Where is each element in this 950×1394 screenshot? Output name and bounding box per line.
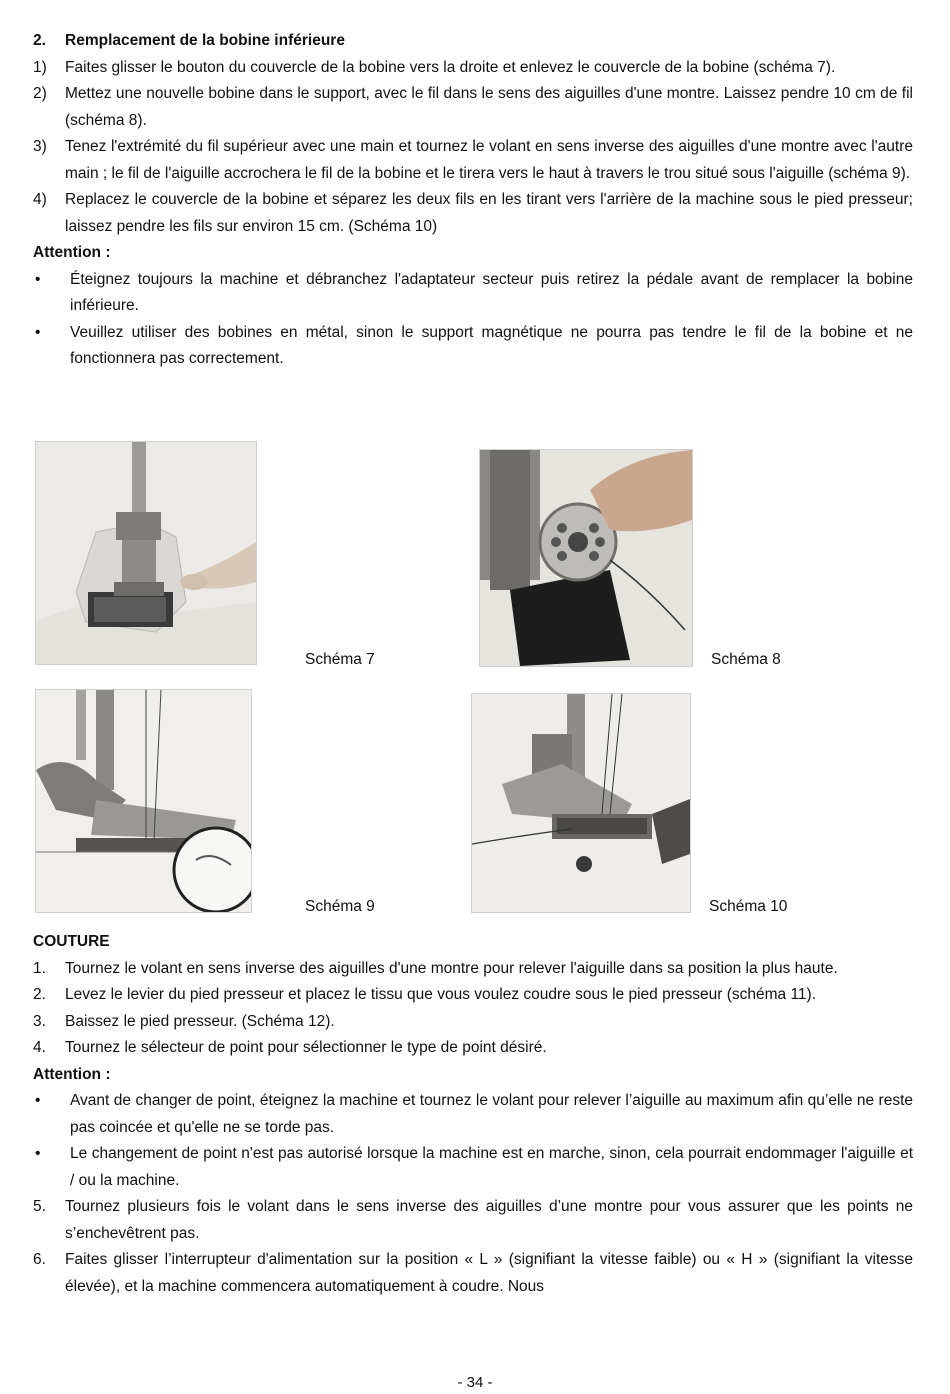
section-bobbin-replacement: [33, 28, 913, 373]
figure-schema-10: [471, 693, 691, 913]
step-number: 2): [33, 85, 47, 102]
bobbin-insert-photo: [480, 450, 692, 666]
attention-label: Attention :: [33, 244, 111, 261]
list-item: [33, 1009, 913, 1036]
section-heading: [33, 28, 913, 55]
section-title: Remplacement de la bobine inférieure: [65, 32, 345, 49]
thread-pull-photo: [36, 690, 251, 912]
step-number: 3.: [33, 1012, 46, 1030]
list-item: [33, 55, 913, 82]
bullet-symbol: •: [35, 323, 41, 341]
list-item: [33, 1247, 913, 1300]
step-text: Levez le levier du pied presseur et placez le tissu que vous voulez coudre sous le pied presseur (schéma 11).: [65, 986, 817, 1003]
step-text: Tournez le volant en sens inverse des aiguilles d'une montre pour relever l'aiguille dans sa position la plus haute.: [65, 959, 838, 977]
section-sewing: [33, 929, 913, 1300]
figure-caption: Schéma 7: [305, 651, 375, 668]
bullet-symbol: •: [35, 270, 41, 288]
step-number: 1): [33, 58, 47, 76]
list-item: [33, 956, 913, 983]
bullet-text: Veuillez utiliser des bobines en métal, sinon le support magnétique ne pourra pas tendre le fil de la bobine et ne fonctionnera pas correctement.: [70, 323, 913, 367]
list-item: [33, 1194, 913, 1247]
step-text: Mettez une nouvelle bobine dans le support, avec le fil dans le sens des aiguilles d'une montre. Laissez pendre 10 cm de fil (schéma 8).: [65, 85, 913, 129]
bullet-text: Éteignez toujours la machine et débranchez l'adaptateur secteur puis retirez la pédale avant de remplacer la bobine inférieure.: [70, 270, 913, 314]
bullet-item: [33, 1088, 913, 1141]
bullet-item: [33, 1141, 913, 1194]
step-number: 6.: [33, 1251, 46, 1268]
bullet-item: [33, 320, 913, 373]
list-item: [33, 982, 913, 1009]
step-number: 4.: [33, 1039, 46, 1056]
bullet-item: [33, 267, 913, 320]
step-number: 2.: [33, 986, 46, 1003]
page-number: - 34 -: [457, 1374, 493, 1391]
list-item: [33, 1035, 913, 1062]
figure-schema-9: [35, 689, 252, 913]
step-text: Baissez le pied presseur. (Schéma 12).: [65, 1012, 335, 1030]
step-number: 1.: [33, 959, 46, 977]
step-text: Faites glisser l’interrupteur d'alimentation sur la position « L » (signifiant la vitesse faible) ou « H » (signifiant la vitesse élevée), et la machine commencera automatiquement à coudre. Nous: [65, 1251, 913, 1295]
step-text: Tournez plusieurs fois le volant dans le sens inverse des aiguilles d’une montre pour vous assurer que les points ne s’enchevêtrent pas.: [65, 1198, 913, 1242]
attention-label: Attention :: [33, 1065, 111, 1083]
step-number: 3): [33, 138, 47, 155]
step-text: Tenez l'extrémité du fil supérieur avec une main et tournez le volant en sens inverse des aiguilles d'une montre avec l'autre main ; le fil de l'aiguille accrochera le fil de la bobine et le tirera vers le haut à travers le trou situé sous l'aiguille (schéma 9).: [65, 138, 913, 182]
bullet-text: Le changement de point n'est pas autorisé lorsque la machine est en marche, sinon, cela pourrait endommager l'aiguille et / ou la machine.: [70, 1145, 913, 1189]
step-text: Replacez le couvercle de la bobine et séparez les deux fils en les tirant vers l'arrière de la machine sous le pied presseur; laissez pendre les fils sur environ 15 cm. (Schéma 10): [65, 191, 913, 235]
list-item: [33, 187, 913, 240]
bullet-text: Avant de changer de point, éteignez la machine et tournez le volant pour relever l’aiguille au maximum afin qu’elle ne reste pas coincée et qu'elle ne se torde pas.: [70, 1092, 913, 1136]
list-item: [33, 134, 913, 187]
figure-schema-7: [35, 441, 257, 665]
figure-schema-8: [479, 449, 693, 667]
section-number: 2.: [33, 32, 46, 49]
step-number: 4): [33, 191, 47, 208]
figure-caption: Schéma 9: [305, 898, 375, 915]
step-text: Faites glisser le bouton du couvercle de la bobine vers la droite et enlevez le couvercle de la bobine (schéma 7).: [65, 58, 836, 76]
step-number: 5.: [33, 1198, 46, 1215]
bullet-symbol: •: [35, 1092, 41, 1109]
figure-caption: Schéma 8: [711, 651, 781, 668]
bullet-symbol: •: [35, 1145, 41, 1162]
list-item: [33, 81, 913, 134]
figure-caption: Schéma 10: [709, 898, 788, 915]
step-text: Tournez le sélecteur de point pour sélectionner le type de point désiré.: [65, 1039, 547, 1056]
threads-back-photo: [472, 694, 690, 912]
section-title: COUTURE: [33, 933, 110, 950]
sewing-machine-photo: [36, 442, 256, 664]
